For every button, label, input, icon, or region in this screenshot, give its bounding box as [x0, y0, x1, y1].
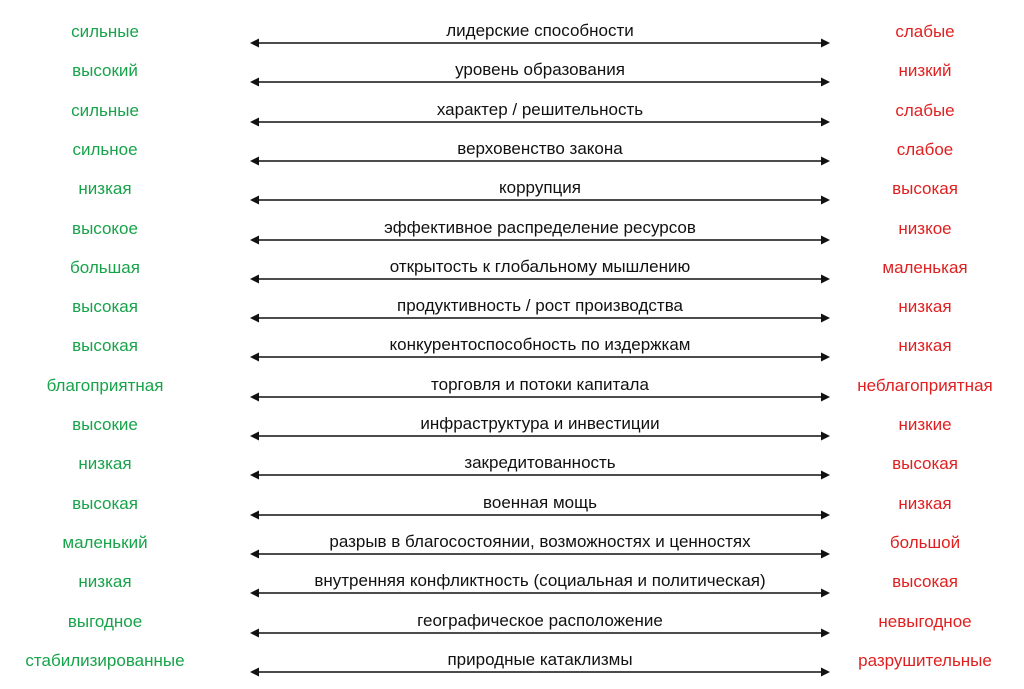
positive-label: высокая: [72, 336, 138, 355]
factor-row: [0, 296, 1024, 335]
factor-label: закредитованность: [464, 453, 616, 472]
double-arrow-icon: [250, 37, 830, 49]
factor-row: [0, 650, 1024, 689]
factor-label: инфраструктура и инвестиции: [420, 414, 660, 433]
negative-label: низкое: [898, 219, 952, 238]
factor-label: внутренняя конфликтность (социальная и политическая): [314, 571, 766, 590]
negative-label: высокая: [892, 179, 958, 198]
double-arrow-icon: [250, 587, 830, 599]
positive-label: благоприятная: [46, 376, 164, 395]
positive-label: низкая: [78, 179, 132, 198]
factor-label: конкурентоспособность по издержкам: [389, 335, 691, 354]
negative-label: низкая: [898, 494, 952, 513]
double-arrow-icon: [250, 627, 830, 639]
factor-row: [0, 60, 1024, 99]
factor-row: [0, 493, 1024, 532]
negative-label: разрушительные: [858, 651, 992, 670]
negative-label: низкий: [898, 61, 952, 80]
double-arrow-icon: [250, 391, 830, 403]
factor-label: открытость к глобальному мышлению: [389, 257, 691, 276]
factor-row: [0, 21, 1024, 60]
factor-row: [0, 100, 1024, 139]
double-arrow-icon: [250, 116, 830, 128]
positive-label: маленький: [62, 533, 148, 552]
double-arrow-icon: [250, 666, 830, 678]
negative-label: неблагоприятная: [857, 376, 993, 395]
factor-row: [0, 178, 1024, 217]
negative-label: слабые: [895, 22, 955, 41]
factor-label: продуктивность / рост производства: [396, 296, 683, 315]
double-arrow-icon: [250, 548, 830, 560]
double-arrow-icon: [250, 155, 830, 167]
negative-label: низкая: [898, 297, 952, 316]
factor-label: эффективное распределение ресурсов: [384, 218, 696, 237]
factor-row: [0, 453, 1024, 492]
positive-label: большая: [70, 258, 140, 277]
factor-label: лидерские способности: [446, 21, 634, 40]
factor-row: [0, 414, 1024, 453]
factor-row: [0, 335, 1024, 374]
positive-label: низкая: [78, 454, 132, 473]
factor-row: [0, 532, 1024, 571]
positive-label: высокое: [72, 219, 138, 238]
factor-label: торговля и потоки капитала: [431, 375, 649, 394]
factor-label: верховенство закона: [457, 139, 623, 158]
positive-label: сильные: [71, 101, 139, 120]
double-arrow-icon: [250, 351, 830, 363]
double-arrow-icon: [250, 469, 830, 481]
factor-label: коррупция: [499, 178, 581, 197]
factor-label: военная мощь: [483, 493, 597, 512]
negative-label: высокая: [892, 454, 958, 473]
double-arrow-icon: [250, 430, 830, 442]
positive-label: выгодное: [67, 612, 143, 631]
negative-label: маленькая: [882, 258, 968, 277]
double-arrow-icon: [250, 194, 830, 206]
negative-label: большой: [889, 533, 961, 552]
positive-label: высокая: [72, 494, 138, 513]
positive-label: высокий: [72, 61, 138, 80]
negative-label: слабое: [896, 140, 954, 159]
factor-row: [0, 375, 1024, 414]
positive-label: высокая: [72, 297, 138, 316]
factor-label: уровень образования: [455, 60, 625, 79]
double-arrow-icon: [250, 76, 830, 88]
factor-row: [0, 257, 1024, 296]
double-arrow-icon: [250, 312, 830, 324]
positive-label: высокие: [72, 415, 138, 434]
factor-row: [0, 139, 1024, 178]
negative-label: высокая: [892, 572, 958, 591]
negative-label: слабые: [895, 101, 955, 120]
double-arrow-icon: [250, 273, 830, 285]
factor-label: разрыв в благосостоянии, возможностях и ценностях: [329, 532, 751, 551]
positive-label: сильные: [71, 22, 139, 41]
negative-label: низкая: [898, 336, 952, 355]
double-arrow-icon: [250, 234, 830, 246]
factor-row: [0, 571, 1024, 610]
factor-label: природные катаклизмы: [447, 650, 633, 669]
positive-label: низкая: [78, 572, 132, 591]
factor-row: [0, 218, 1024, 257]
double-arrow-icon: [250, 509, 830, 521]
factor-row: [0, 611, 1024, 650]
positive-label: сильное: [72, 140, 138, 159]
negative-label: невыгодное: [878, 612, 972, 631]
negative-label: низкие: [898, 415, 952, 434]
positive-label: стабилизированные: [25, 651, 185, 670]
factor-label: характер / решительность: [436, 100, 644, 119]
factor-label: географическое расположение: [417, 611, 663, 630]
